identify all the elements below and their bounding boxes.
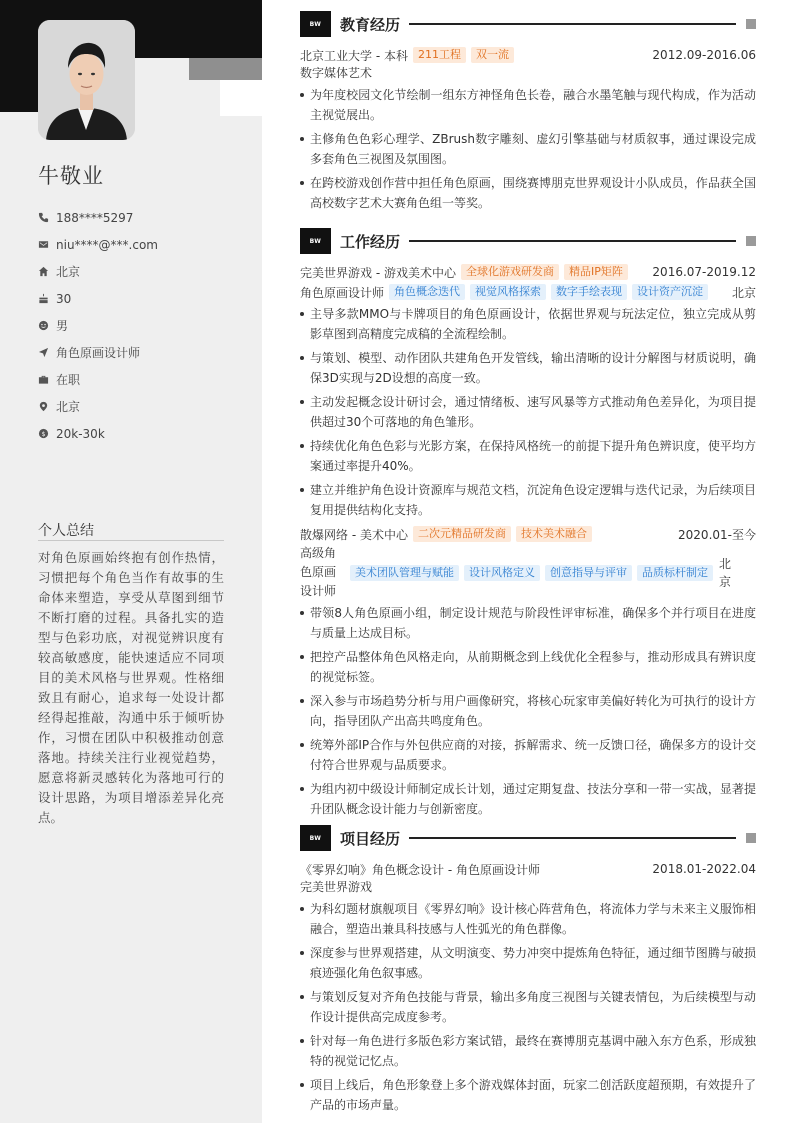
- list-item: 与策划反复对齐角色技能与背景，输出多角度三视图与关键表情包，为后续模型与动作设计提供高完成度参考。: [300, 987, 756, 1027]
- location-pin-icon: [38, 401, 49, 412]
- list-item: 统筹外部IP合作与外包供应商的对接，拆解需求、统一反馈口径，确保多方的设计交付符合世界观与品质要求。: [300, 735, 756, 775]
- list-item: 带领8人角色原画小组，制定设计规范与阶段性评审标准，确保多个并行项目在进度与质量上达成目标。: [300, 603, 756, 643]
- job-bullets: [300, 603, 756, 819]
- header-black-corner: [0, 58, 38, 112]
- company-tag: 技术美术融合: [516, 526, 592, 542]
- section-rule: [409, 240, 736, 242]
- info-salary: [38, 420, 158, 447]
- company-name: 散爆网络 - 美术中心: [300, 527, 408, 542]
- skill-tag: 品质标杆制定: [637, 565, 713, 581]
- job-role: 角色原画设计师: [300, 285, 385, 300]
- info-email: [38, 231, 158, 258]
- job-role: 高级角色原画设计师: [300, 546, 337, 598]
- education-date: 2012.09-2016.06: [652, 48, 756, 62]
- briefcase-icon: [38, 374, 49, 385]
- list-item: 与策划、模型、动作团队共建角色开发管线，输出清晰的设计分解图与材质说明，确保3D实现与2D设想的高度一致。: [300, 348, 756, 388]
- list-item: 为年度校园文化节绘制一组东方神怪角色长卷，融合水墨笔触与现代构成，作为活动主视觉展出。: [300, 85, 756, 125]
- job-entry-header: [300, 524, 756, 544]
- section-end-square: [746, 19, 756, 29]
- list-item: 主导多款MMO与卡牌项目的角色原画设计，依据世界观与玩法定位，独立完成从剪影草图到高精度完成稿的全流程绘制。: [300, 304, 756, 344]
- email-text: niu****@***.com: [56, 237, 158, 252]
- skill-tag: 设计风格定义: [464, 565, 540, 581]
- job-role-row: [300, 282, 756, 302]
- job-city: 北京: [719, 556, 732, 589]
- age-text: 30: [56, 291, 72, 306]
- home-icon: [38, 266, 49, 277]
- list-item: 深度参与世界观搭建，从文明演变、势力冲突中提炼角色特征，通过细节图腾与破损痕迹强化角色叙事感。: [300, 943, 756, 983]
- project-name: 《零界幻响》角色概念设计 - 角色原画设计师: [300, 862, 540, 877]
- skill-tag: 数字手绘表现: [551, 284, 627, 300]
- major: 数字媒体艺术: [300, 66, 373, 80]
- company-name: 完美世界游戏 - 游戏美术中心: [300, 265, 456, 280]
- phone-icon: [38, 212, 49, 223]
- info-status: [38, 366, 158, 393]
- project-org: 完美世界游戏: [300, 880, 373, 894]
- gender-icon: [38, 320, 49, 331]
- skill-tag: 创意指导与评审: [545, 565, 632, 581]
- section-rule: [409, 837, 736, 839]
- section-badge: BW: [300, 825, 331, 851]
- section-header: [300, 228, 756, 254]
- section-end-square: [746, 833, 756, 843]
- skill-tag: 设计资产沉淀: [632, 284, 708, 300]
- list-item: 建立并维护角色设计资源库与规范文档，沉淀角色设定逻辑与迭代记录，为后续项目复用提供结构化支持。: [300, 480, 756, 520]
- company-tag: 二次元精品研发商: [413, 526, 511, 542]
- job-bullets: [300, 304, 756, 520]
- skill-tag: 视觉风格探索: [470, 284, 546, 300]
- school-tag: 211工程: [413, 47, 466, 63]
- summary-divider: [38, 540, 224, 541]
- section-header: [300, 825, 756, 851]
- target-role-text: 角色原画设计师: [56, 346, 141, 360]
- job-date: 2016.07-2019.12: [652, 265, 756, 279]
- project-entry-header: [300, 859, 756, 879]
- list-item: 持续优化角色色彩与光影方案，在保持风格统一的前提下提升角色辨识度，使平均方案通过率提升40%。: [300, 436, 756, 476]
- avatar: [38, 20, 135, 140]
- salary-text: 20k-30k: [56, 426, 105, 441]
- skill-tags: [345, 565, 713, 581]
- summary-title: 个人总结: [38, 523, 94, 539]
- mail-icon: [38, 239, 49, 250]
- section-end-square: [746, 236, 756, 246]
- status-text: 在职: [56, 373, 81, 387]
- work-section: [300, 228, 756, 823]
- header-white-accent: [220, 80, 262, 116]
- projects-section: [300, 825, 756, 1119]
- cake-icon: [38, 293, 49, 304]
- list-item: 在跨校游戏创作营中担任角色原画，围绕赛博朋克世界观设计小队成员，作品获全国高校数字艺术大赛角色组一等奖。: [300, 173, 756, 213]
- list-item: 针对每一角色进行多版色彩方案试错，最终在赛博朋克基调中融入东方色系，形成独特的视觉记忆点。: [300, 1031, 756, 1071]
- info-location: [38, 393, 158, 420]
- company-tag: 全球化游戏研发商: [461, 264, 559, 280]
- list-item: 把控产品整体角色风格走向，从前期概念到上线优化全程参与，推动形成具有辨识度的视觉标签。: [300, 647, 756, 687]
- hometown-text: 北京: [56, 265, 81, 279]
- section-title: 教育经历: [340, 15, 401, 34]
- list-item: 主修角色色彩心理学、ZBrush数字雕刻、虚幻引擎基础与材质叙事，通过课设完成多套角色三视图及氛围图。: [300, 129, 756, 169]
- gender-text: 男: [56, 319, 69, 333]
- section-title: 项目经历: [340, 829, 401, 848]
- job-city: 北京: [731, 285, 756, 300]
- contact-info-list: [38, 204, 158, 447]
- school-name: 北京工业大学 - 本科: [300, 48, 408, 63]
- section-badge: BW: [300, 11, 331, 37]
- section-title: 工作经历: [340, 232, 401, 251]
- header-gray-accent: [189, 58, 262, 80]
- info-gender: [38, 312, 158, 339]
- company-tag: 精品IP矩阵: [564, 264, 628, 280]
- skill-tag: 角色概念迭代: [389, 284, 465, 300]
- job-date: 2020.01-至今: [678, 527, 756, 542]
- send-icon: [38, 347, 49, 358]
- salary-icon: [38, 428, 49, 439]
- education-bullets: [300, 85, 756, 213]
- skill-tag: 美术团队管理与赋能: [350, 565, 459, 581]
- job-role-row: [300, 544, 756, 601]
- svg-text:$: $: [41, 429, 46, 438]
- list-item: 为科幻题材旗舰项目《零界幻响》设计核心阵营角色，将流体力学与未来主义服饰相融合，塑造出兼具科技感与人性弧光的角色群像。: [300, 899, 756, 939]
- info-phone: [38, 204, 158, 231]
- info-age: [38, 285, 158, 312]
- section-badge: BW: [300, 228, 331, 254]
- sidebar: [0, 0, 262, 1123]
- list-item: 项目上线后，角色形象登上多个游戏媒体封面，玩家二创活跃度超预期，有效提升了产品的市场声量。: [300, 1075, 756, 1115]
- list-item: 深入参与市场趋势分析与用户画像研究，将核心玩家审美偏好转化为可执行的设计方向，指导团队产出高共鸣度角色。: [300, 691, 756, 731]
- section-rule: [409, 23, 736, 25]
- info-hometown: [38, 258, 158, 285]
- job-entry-header: [300, 262, 756, 282]
- education-entry-header: [300, 45, 756, 65]
- project-bullets: [300, 899, 756, 1115]
- location-text: 北京: [56, 400, 81, 414]
- list-item: 为组内初中级设计师制定成长计划，通过定期复盘、技法分享和一带一实战，显著提升团队概念设计能力与创新密度。: [300, 779, 756, 819]
- section-header: [300, 11, 756, 37]
- phone-text: 188****5297: [56, 210, 134, 225]
- education-section: [300, 11, 756, 217]
- list-item: 主动发起概念设计研讨会，通过情绪板、速写风暴等方式推动角色差异化，为项目提供超过30个可落地的角色雏形。: [300, 392, 756, 432]
- school-tag: 双一流: [471, 47, 514, 63]
- info-target-role: [38, 339, 158, 366]
- summary-text: 对角色原画始终抱有创作热情，习惯把每个角色当作有故事的生命体来塑造，享受从草图到细节不断打磨的过程。具备扎实的造型与色彩功底，对视觉辨识度有较高敏感度，能快速适应不同项目的美术风格与世界观。性格细致且有耐心，追求每一处设计都经得起推敲，沟通中乐于倾听协作，习惯在团队中积极推动创意落地。持续关注行业视觉趋势，愿意将新灵感转化为落地可行的设计思路，为项目增添差异化亮点。: [38, 550, 224, 825]
- project-date: 2018.01-2022.04: [652, 862, 756, 876]
- candidate-name: 牛敬业: [38, 164, 104, 188]
